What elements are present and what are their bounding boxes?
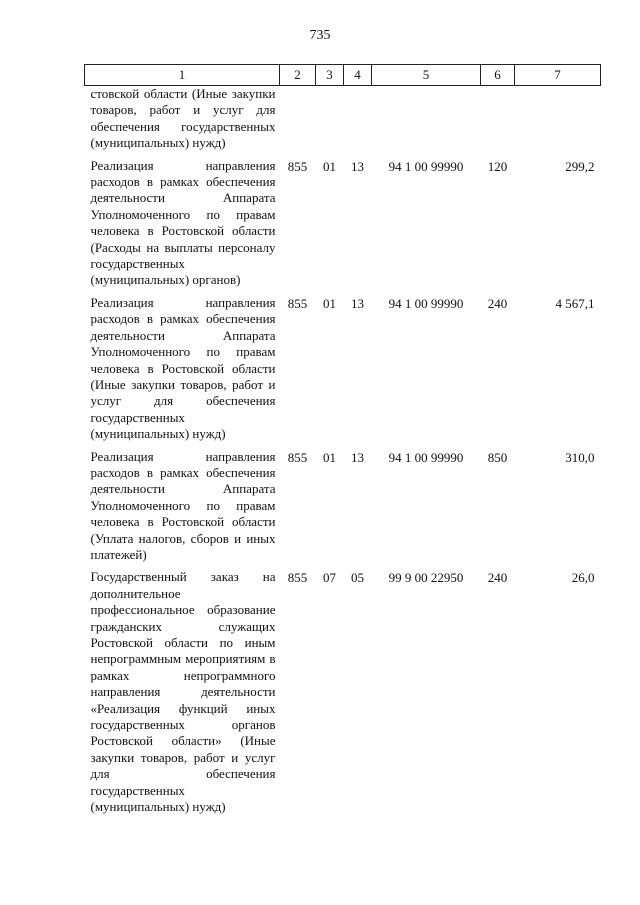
row-expense-type [481, 86, 515, 156]
header-col-3: 3 [316, 65, 344, 86]
row-target-article: 94 1 00 99990 [388, 449, 464, 465]
row-target-article [372, 86, 481, 156]
row-description: Реализация направления расходов в рамках обеспечения деятельности Аппарата Уполномоченного по правам человека в Ростовской области (Расходы на выплаты персоналу государственных (муниципальных) органов) [90, 157, 276, 288]
header-col-1: 1 [85, 65, 280, 86]
row-target-article: 99 9 00 22950 [388, 570, 464, 586]
row-section-code: 01 [323, 449, 336, 465]
header-row [85, 65, 601, 86]
row-description: Реализация направления расходов в рамках обеспечения деятельности Аппарата Уполномоченного по правам человека в Ростовской области (Уплата налогов, сборов и иных платежей) [90, 448, 276, 562]
table-header [85, 65, 601, 86]
row-section-code: 07 [323, 570, 336, 586]
row-section-code: 01 [323, 158, 336, 174]
table-row [85, 293, 601, 447]
row-section-code [316, 86, 344, 156]
header-col-4: 4 [344, 65, 372, 86]
row-expense-type: 120 [487, 158, 508, 174]
table-body [85, 86, 601, 820]
row-ministry-code: 855 [287, 295, 308, 311]
row-ministry-code: 855 [287, 158, 308, 174]
row-description: Государственный заказ на дополнительное профессиональное образование гражданских служащих Ростовской области по иным непрограммным мероприятиям в рамках непрограммного направления деятельности «Реализация функций иных государственных органов Ростовской области» (Иные закупки товаров, работ и услуг для обеспечения государственных (муниципальных) нужд) [90, 569, 276, 815]
row-target-article: 94 1 00 99990 [388, 295, 464, 311]
page-number: 735 [309, 28, 331, 43]
row-subsection-code: 05 [351, 570, 364, 586]
row-ministry-code: 855 [287, 449, 308, 465]
row-amount [515, 86, 601, 156]
row-expense-type: 850 [487, 449, 508, 465]
row-subsection-code [344, 86, 372, 156]
row-description: Реализация направления расходов в рамках обеспечения деятельности Аппарата Уполномоченного по правам человека в Ростовской области (Иные закупки товаров, работ и услуг для обеспечения государственных (муниципальных) нужд) [90, 294, 276, 442]
table-row [85, 567, 601, 819]
row-subsection-code: 13 [351, 295, 364, 311]
header-col-5: 5 [372, 65, 481, 86]
row-target-article: 94 1 00 99990 [388, 158, 464, 174]
header-col-2: 2 [280, 65, 316, 86]
row-expense-type: 240 [487, 295, 508, 311]
table-row [85, 86, 601, 156]
row-subsection-code: 13 [351, 158, 364, 174]
row-amount: 26,0 [571, 570, 595, 586]
table-row [85, 156, 601, 293]
row-expense-type: 240 [487, 570, 508, 586]
row-subsection-code: 13 [351, 449, 364, 465]
row-ministry-code: 855 [287, 570, 308, 586]
row-amount: 299,2 [565, 158, 595, 174]
header-col-7: 7 [515, 65, 601, 86]
row-section-code: 01 [323, 295, 336, 311]
row-description: стовской области (Иные закупки товаров, работ и услуг для обеспечения государственных (муниципальных) нужд) [90, 86, 276, 151]
row-amount: 4 567,1 [555, 295, 595, 311]
table-row [85, 447, 601, 568]
budget-table [84, 64, 601, 819]
row-ministry-code [280, 86, 316, 156]
header-col-6: 6 [481, 65, 515, 86]
row-amount: 310,0 [565, 449, 595, 465]
